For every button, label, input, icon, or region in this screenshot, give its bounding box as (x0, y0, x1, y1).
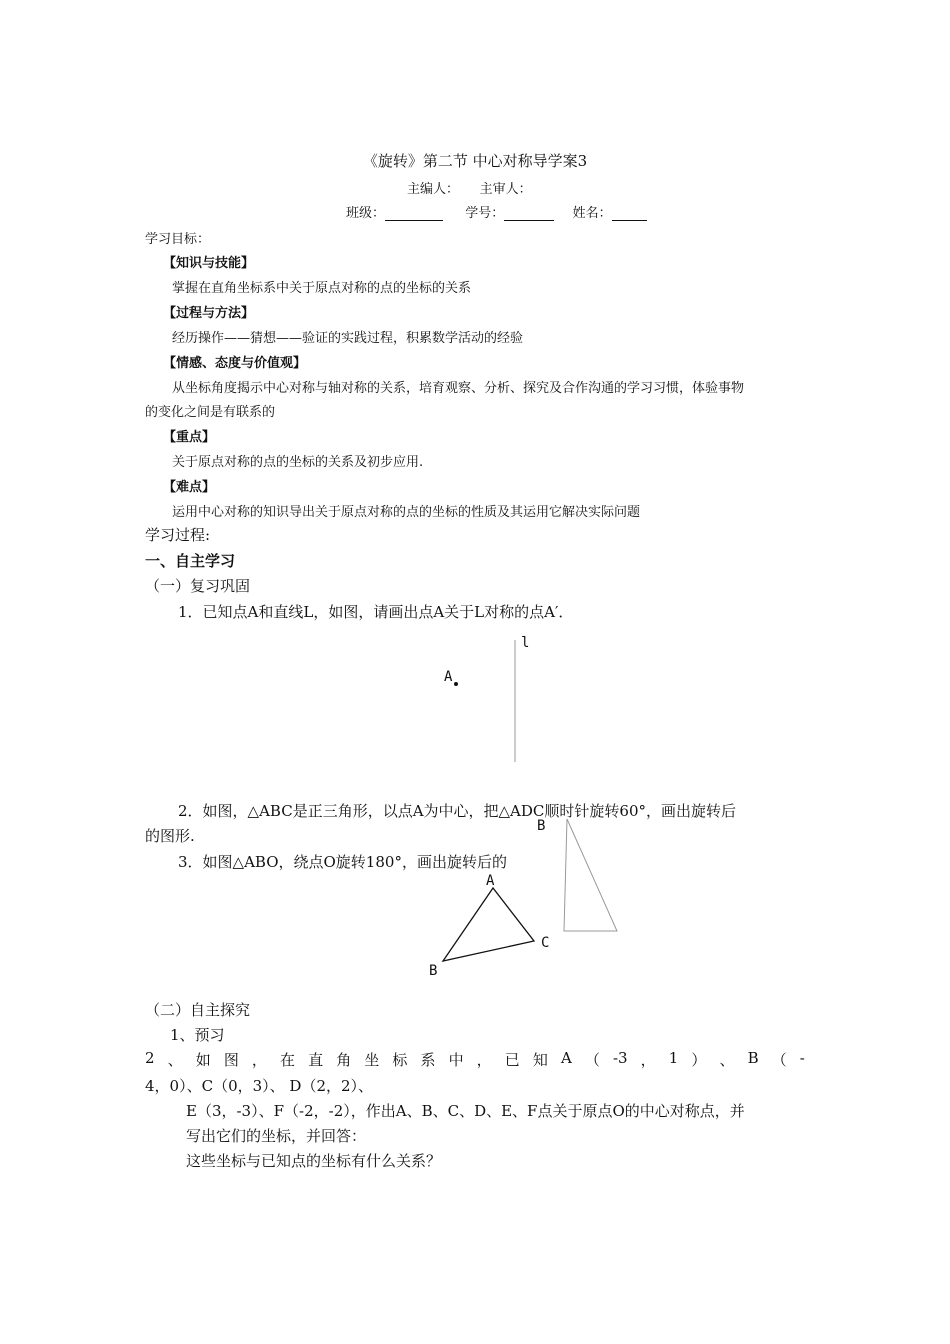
question-4-line-1-char: （ (584, 1051, 600, 1069)
question-4-line-4: 写出它们的坐标，并回答： (186, 1127, 367, 1145)
figure-1 (430, 630, 540, 770)
emotion-title: 【情感、态度与价值观】 (163, 356, 307, 371)
question-4-line-1-char: 中 (448, 1051, 464, 1069)
emotion-text-1: 从坐标角度揭示中心对称与轴对称的关系，培育观察、分析、探究及合作沟通的学习习惯，体验事物 (172, 381, 745, 396)
question-4-line-3: E（3，-3）、F（-2，-2），作出A、B、C、D、E、F点关于原点O的中心对称点，并 (186, 1102, 745, 1120)
question-2-line-1: 2．如图，△ABC是正三角形，以点A为中心，把△ADC顺时针旋转60°，画出旋转后 (178, 802, 736, 820)
explore-heading: （二）自主探究 (145, 1001, 251, 1019)
question-4-line-1-char: 知 (532, 1051, 548, 1069)
question-4-line-1 (145, 1049, 805, 1070)
preview-heading: 1、预习 (170, 1026, 225, 1044)
name-label: 姓名： (572, 206, 612, 221)
section-1-heading: 一、自主学习 (145, 552, 236, 570)
label-b-top: B (537, 818, 546, 834)
question-4-line-1-char: B (747, 1049, 759, 1067)
line-l-label: l (521, 635, 530, 651)
student-info-line (346, 202, 647, 221)
question-4-line-1-char: 角 (336, 1051, 352, 1069)
id-label: 学号： (465, 206, 505, 221)
process-title: 【过程与方法】 (163, 306, 255, 321)
question-4-line-1-char: 坐 (364, 1051, 380, 1069)
question-4-line-1-char: 已 (504, 1051, 520, 1069)
process-text: 经历操作——猜想——验证的实践过程，积累数学活动的经验 (172, 331, 524, 346)
question-4-line-1-char: 如 (195, 1051, 211, 1069)
id-blank[interactable] (504, 206, 554, 221)
question-4-line-1-char: 标 (392, 1051, 408, 1069)
difficult-title: 【难点】 (163, 480, 216, 495)
editors-line: 主编人： 主审人： (407, 182, 532, 197)
point-a-label: A (444, 669, 453, 685)
triangle-abc (443, 888, 534, 961)
question-4-line-1-char: ， (251, 1051, 267, 1069)
question-4-line-1-char: A (560, 1049, 572, 1067)
label-a: A (486, 873, 495, 889)
question-4-line-5: 这些坐标与已知点的坐标有什么关系？ (186, 1152, 442, 1170)
question-4-line-1-char: ， (476, 1051, 492, 1069)
question-4-line-1-char: 系 (420, 1051, 436, 1069)
key-text: 关于原点对称的点的坐标的关系及初步应用. (172, 455, 424, 470)
process-heading: 学习过程: (145, 526, 211, 544)
question-4-line-1-char: 在 (280, 1051, 296, 1069)
review-heading: （一）复习巩固 (145, 577, 251, 595)
question-4-line-1-char: 2 (145, 1049, 155, 1067)
label-b: B (429, 963, 438, 979)
difficult-text: 运用中心对称的知识导出关于原点对称的点的坐标的性质及其运用它解决实际问题 (172, 505, 641, 520)
triangle-right (564, 819, 617, 931)
knowledge-title: 【知识与技能】 (163, 256, 255, 271)
key-title: 【重点】 (163, 430, 216, 445)
knowledge-text: 掌握在直角坐标系中关于原点对称的点的坐标的关系 (172, 281, 472, 296)
page-title: 《旋转》第二节 中心对称导学案3 (362, 152, 588, 170)
question-4-line-2: 4，0）、C（0，3）、 D（2，2）、 (145, 1077, 374, 1095)
question-4-line-1-char: 1 (668, 1049, 679, 1067)
question-4-line-1-char: 、 (167, 1051, 183, 1069)
emotion-text-2: 的变化之间是有联系的 (145, 405, 276, 420)
name-blank[interactable] (612, 206, 647, 221)
figure-2 (420, 810, 630, 985)
question-4-line-1-char: - (799, 1049, 805, 1067)
class-label: 班级： (346, 206, 386, 221)
point-a (454, 682, 458, 686)
question-4-line-1-char: 、 (719, 1051, 735, 1069)
question-4-line-1-char: -3 (612, 1049, 628, 1067)
class-blank[interactable] (385, 206, 443, 221)
question-4-line-1-char: ） (691, 1051, 707, 1069)
question-4-line-1-char: ， (640, 1051, 656, 1069)
objectives-heading: 学习目标： (145, 232, 211, 247)
question-1: 1．已知点A和直线L，如图，请画出点A关于L对称的点A′． (178, 603, 574, 621)
question-4-line-1-char: 图 (223, 1051, 239, 1069)
question-3: 3．如图△ABO，绕点O旋转180°，画出旋转后的 (178, 853, 507, 871)
question-4-line-1-char: 直 (308, 1051, 324, 1069)
question-4-line-1-char: （ (771, 1051, 787, 1069)
question-2-line-2: 的图形. (145, 827, 195, 845)
label-c: C (541, 935, 550, 951)
